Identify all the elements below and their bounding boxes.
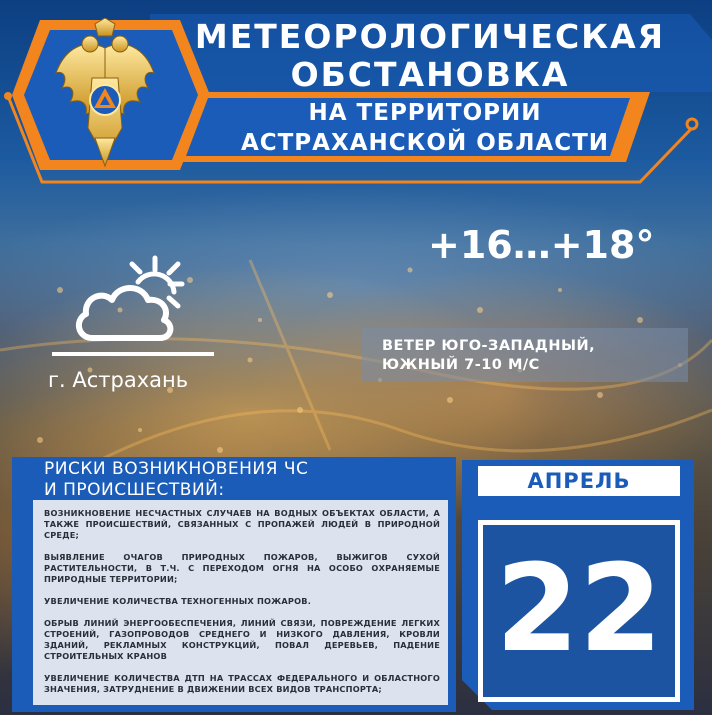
day-number: 22	[495, 540, 663, 679]
page-subtitle	[200, 98, 650, 158]
city-name: г. Астрахань	[48, 368, 189, 392]
risks-title	[44, 459, 308, 501]
city-underline	[52, 352, 214, 356]
month-label-box	[478, 466, 680, 496]
risk-item: УВЕЛИЧЕНИЕ КОЛИЧЕСТВА ТЕХНОГЕННЫХ ПОЖАРОВ.	[44, 596, 312, 606]
subtitle-line-2: АСТРАХАНСКОЙ ОБЛАСТИ	[240, 130, 610, 156]
risks-list	[33, 500, 448, 695]
risks-title-line-1: РИСКИ ВОЗНИКНОВЕНИЯ ЧС	[44, 459, 309, 479]
risk-item: ОБРЫВ ЛИНИЙ ЭНЕРГООБЕСПЕЧЕНИЯ, ЛИНИЙ СВЯЗИ, ПОВРЕЖДЕНИЕ ЛЕГКИХ СТРОЕНИЙ, ГАЗОПРОВОДОВ СРЕДНЕГО И НИЗКОГО ДАВЛЕНИЯ, КРОВЛИ ЗДАНИЙ, РЕКЛАМНЫХ КОНСТРУКЦИЙ, ПОВАЛ ДЕРЕВЬЕВ, ПАДЕНИЕ СТРОИТЕЛЬНЫХ КРАНОВ	[44, 618, 440, 661]
risk-item: УВЕЛИЧЕНИЕ КОЛИЧЕСТВА ДТП НА ТРАССАХ ФЕДЕРАЛЬНОГО И ОБЛАСТНОГО ЗНАЧЕНИЯ, ЗАТРУДНЕНИЕ В ДВИЖЕНИИ ВСЕХ ВИДОВ ТРАНСПОРТА;	[44, 673, 440, 694]
risk-item: ВОЗНИКНОВЕНИЕ НЕСЧАСТНЫХ СЛУЧАЕВ НА ВОДНЫХ ОБЪЕКТАХ ОБЛАСТИ, А ТАКЖЕ ПРОИСШЕСТВИЙ, СВЯЗАННЫХ С ПРОПАЖЕЙ ЛЮДЕЙ В ПРИРОДНОЙ СРЕДЕ;	[44, 508, 440, 540]
mchs-emblem-icon	[50, 18, 160, 168]
risk-item: ВЫЯВЛЕНИЕ ОЧАГОВ ПРИРОДНЫХ ПОЖАРОВ, ВЫЖИГОВ СУХОЙ РАСТИТЕЛЬНОСТИ, В Т.Ч. С ПЕРЕХОДОМ ОГНЯ НА ОСОБО ОХРАНЯЕМЫЕ ПРИРОДНЫЕ ТЕРРИТОРИИ;	[44, 552, 440, 584]
wind-panel	[362, 328, 688, 382]
title-line-1: МЕТЕОРОЛОГИЧЕСКАЯ	[194, 17, 666, 56]
page-title	[180, 18, 680, 94]
partly-cloudy-icon	[70, 250, 190, 350]
risks-list-box	[33, 500, 448, 705]
temperature-range: +16…+18°	[428, 223, 655, 267]
wind-line-1: ВЕТЕР ЮГО-ЗАПАДНЫЙ,	[382, 338, 596, 354]
subtitle-line-1: НА ТЕРРИТОРИИ	[308, 100, 542, 126]
wind-line-2: ЮЖНЫЙ 7-10 М/С	[382, 357, 540, 373]
month-label: АПРЕЛЬ	[527, 469, 631, 493]
title-line-2: ОБСТАНОВКА	[290, 55, 570, 94]
day-box	[478, 520, 680, 702]
wind-text	[382, 337, 595, 375]
risks-title-line-2: И ПРОИСШЕСТВИЙ:	[44, 480, 225, 500]
